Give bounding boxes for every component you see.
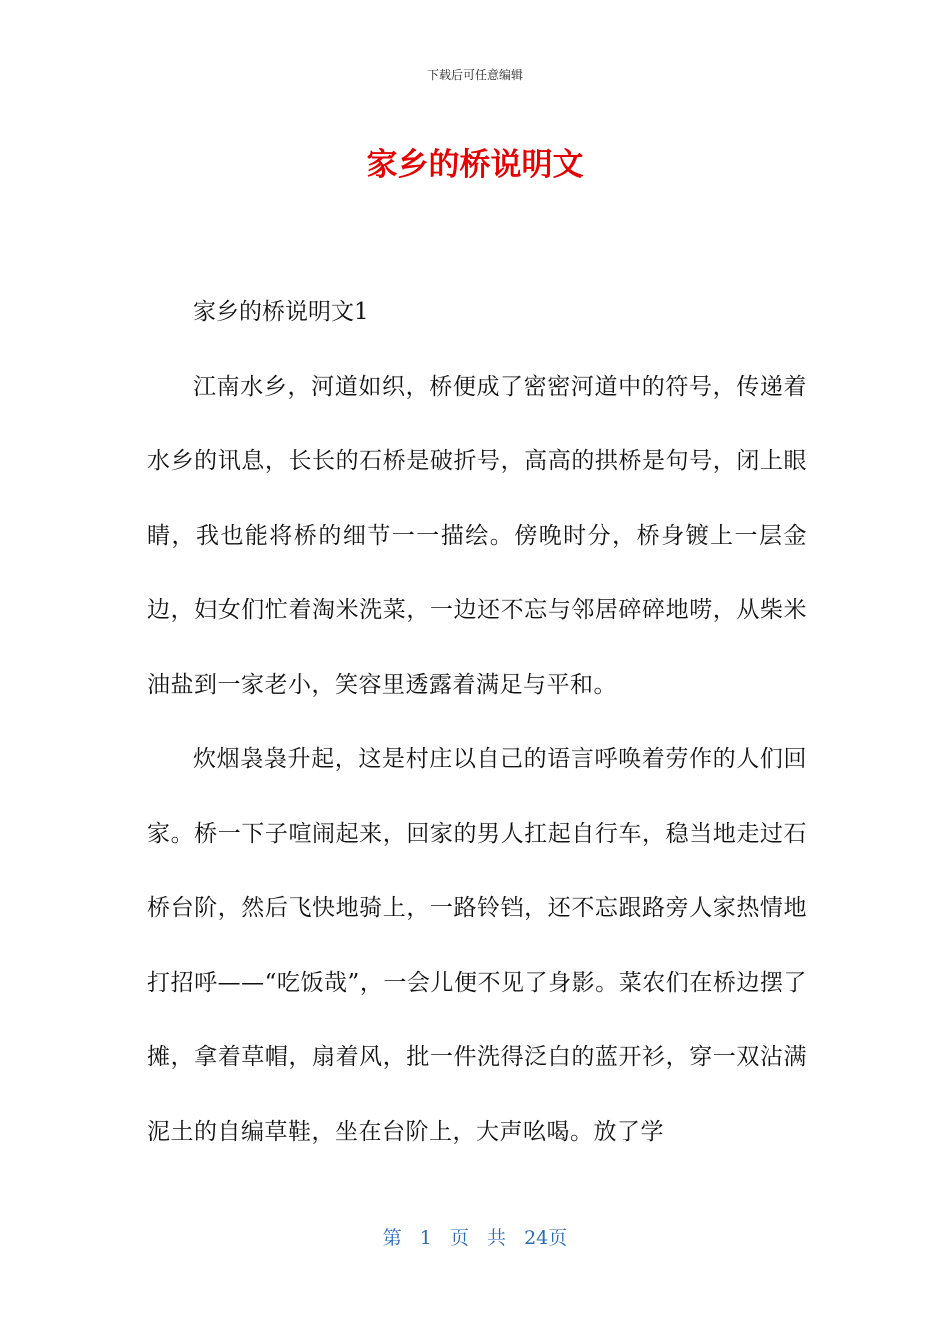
footer-total-pages: 24页	[524, 1227, 568, 1249]
footer-current-page: 1	[419, 1227, 432, 1249]
document-title: 家乡的桥说明文	[366, 147, 584, 183]
footer-label-page: 第	[382, 1227, 402, 1249]
footer-label-of: 页	[449, 1227, 469, 1249]
footer-label-total: 共	[487, 1227, 507, 1249]
page-footer	[0, 1226, 950, 1250]
paragraph-2: 炊烟袅袅升起，这是村庄以自己的语言呼唤着劳作的人们回家。桥一下子喧闹起来，回家的男人扛起自行车，稳当地走过石桥台阶，然后飞快地骑上，一路铃铛，还不忘跟路旁人家热情地打招呼——“吃饭哉”，一会儿便不见了身影。菜农们在桥边摆了摊，拿着草帽，扇着风，批一件洗得泛白的蓝开衫，穿一双沾满泥土的自编草鞋，坐在台阶上，大声吆喝。放了学	[147, 746, 807, 1145]
paragraph-1: 江南水乡，河道如织，桥便成了密密河道中的符号，传递着水乡的讯息，长长的石桥是破折号，高高的拱桥是句号，闭上眼睛，我也能将桥的细节一一描绘。傍晚时分，桥身镀上一层金边，妇女们忙着淘米洗菜，一边还不忘与邻居碎碎地唠，从柴米油盐到一家老小，笑容里透露着满足与平和。	[147, 373, 807, 698]
header-note: 下载后可任意编辑	[426, 68, 523, 82]
document-body	[147, 275, 807, 1169]
section-heading: 家乡的桥说明文1	[193, 299, 369, 325]
